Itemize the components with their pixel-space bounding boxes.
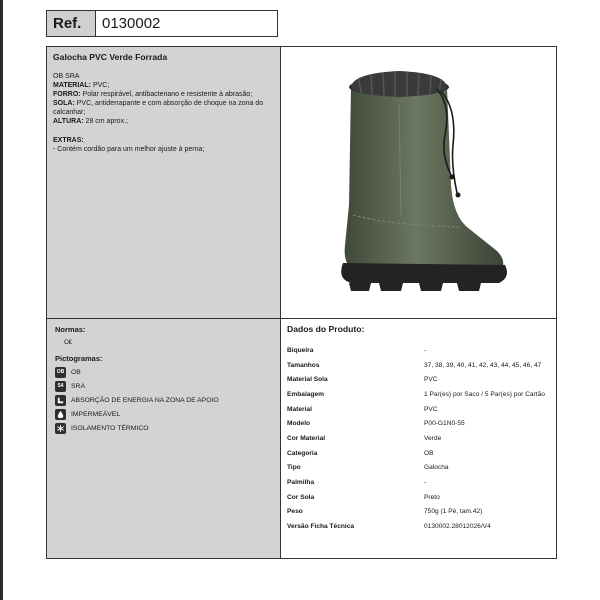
- ce-mark: C€: [64, 339, 72, 346]
- row-label: Versão Ficha Técnica: [287, 523, 355, 531]
- row-label: Cor Material: [287, 434, 326, 442]
- extras-label: EXTRAS:: [53, 137, 84, 144]
- row-value: Galocha: [424, 464, 449, 472]
- heel-energy-absorption-icon: [55, 395, 66, 406]
- pictogram-item: [55, 393, 272, 407]
- row-value: 1 Par(es) por Saco / 5 Par(es) por Cartão: [424, 390, 545, 398]
- altura-label: ALTURA:: [53, 118, 84, 125]
- snowflake-icon: [55, 423, 66, 434]
- row-value: Verde: [424, 434, 442, 442]
- table-row: [287, 343, 550, 358]
- pictogram-label: SRA: [71, 382, 85, 390]
- sra-badge-icon: S4: [55, 381, 66, 392]
- forro-label: FORRO:: [53, 91, 81, 98]
- reference-box: [46, 10, 278, 37]
- row-value: P00-G1N0-55: [424, 420, 465, 428]
- table-row: [287, 490, 550, 505]
- row-value: 750g (1 Pé, tam.42): [424, 508, 483, 516]
- table-row: [287, 416, 550, 431]
- table-row: [287, 402, 550, 417]
- table-row: [287, 505, 550, 520]
- row-label: Biqueira: [287, 346, 314, 354]
- row-value: 0130002.28012026/V4: [424, 523, 491, 531]
- product-class: OB SRA: [53, 73, 80, 80]
- product-description-cell: [47, 47, 281, 319]
- table-row: [287, 475, 550, 490]
- pictogram-item: [55, 379, 272, 393]
- row-label: Cor Sola: [287, 493, 315, 501]
- reference-label: Ref.: [47, 11, 96, 36]
- table-row: [287, 461, 550, 476]
- dados-produto-cell: [281, 319, 556, 558]
- product-title: Galocha PVC Verde Forrada: [53, 52, 168, 62]
- pictogram-label: IMPERMEÁVEL: [71, 410, 121, 418]
- product-description: [53, 72, 274, 154]
- pictogram-item: [55, 421, 272, 435]
- dados-produto-title: Dados do Produto:: [287, 324, 365, 334]
- waterproof-drop-icon: [55, 409, 66, 420]
- row-value: -: [424, 479, 427, 487]
- pictogram-item: [55, 365, 272, 379]
- row-label: Material Sola: [287, 376, 328, 384]
- table-row: [287, 358, 550, 373]
- row-value: Preto: [424, 493, 440, 501]
- row-label: Tamanhos: [287, 361, 320, 369]
- row-label: Palmilha: [287, 479, 315, 487]
- row-label: Embalagem: [287, 390, 325, 398]
- table-row: [287, 431, 550, 446]
- pictogram-label: ISOLAMENTO TÉRMICO: [71, 424, 149, 432]
- row-label: Material: [287, 405, 312, 413]
- pictogramas-label: Pictogramas:: [55, 354, 103, 363]
- row-label: Tipo: [287, 464, 301, 472]
- row-value: PVC: [424, 405, 438, 413]
- pictogram-item: [55, 407, 272, 421]
- altura-text: 28 cm aprox.;: [85, 118, 128, 125]
- row-value: 37, 38, 39, 40, 41, 42, 43, 44, 45, 46, 47: [424, 361, 542, 369]
- row-label: Categoria: [287, 449, 318, 457]
- table-row: [287, 519, 550, 534]
- material-label: MATERIAL:: [53, 82, 91, 89]
- product-sheet: [46, 46, 557, 559]
- product-image-cell: [281, 47, 556, 319]
- pictogram-label: OB: [71, 368, 81, 376]
- row-label: Peso: [287, 508, 303, 516]
- table-row: [287, 372, 550, 387]
- table-row: [287, 387, 550, 402]
- reference-value: 0130002: [102, 15, 161, 32]
- row-value: -: [424, 346, 427, 354]
- rubber-boot-image: [329, 65, 509, 295]
- ob-badge-icon: OB: [55, 367, 66, 378]
- normas-pictogramas-cell: [47, 319, 281, 558]
- row-value: OB: [424, 449, 434, 457]
- sola-text: PVC, antiderrapante e com absorção de choque na zona do calcanhar;: [53, 100, 264, 116]
- sola-label: SOLA:: [53, 100, 75, 107]
- table-row: [287, 446, 550, 461]
- pictogram-label: ABSORÇÃO DE ENERGIA NA ZONA DE APOIO: [71, 396, 219, 404]
- row-value: PVC: [424, 376, 438, 384]
- normas-label: Normas:: [55, 325, 86, 334]
- forro-text: Polar respirável, antibacteriano e resistente à abrasão;: [82, 91, 253, 98]
- page-edge: [0, 0, 3, 600]
- row-label: Modelo: [287, 420, 311, 428]
- material-text: PVC;: [92, 82, 110, 89]
- extras-text: - Contém cordão para um melhor ajuste à perna;: [53, 146, 205, 153]
